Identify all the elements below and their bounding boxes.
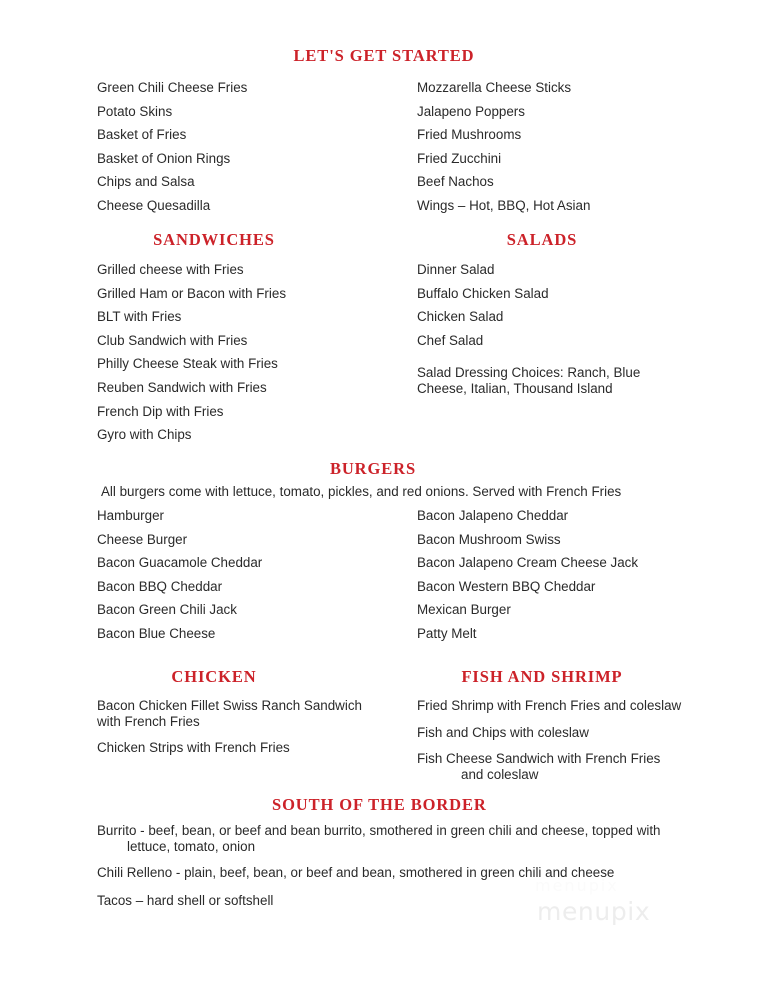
list-item: Bacon Jalapeno Cream Cheese Jack <box>417 555 639 571</box>
salad-dressing-note-line1: Salad Dressing Choices: Ranch, Blue <box>417 365 641 380</box>
list-item: Chicken Salad <box>417 309 504 325</box>
list-item: Basket of Fries <box>97 127 187 143</box>
list-item: Mexican Burger <box>417 602 511 618</box>
section-heading-south-of-the-border: SOUTH OF THE BORDER <box>272 795 487 814</box>
list-item: Cheese Quesadilla <box>97 197 211 213</box>
burrito-line2: lettuce, tomato, onion <box>127 838 256 854</box>
list-item: Fried Mushrooms <box>417 127 522 143</box>
list-item: Bacon Western BBQ Cheddar <box>417 578 596 594</box>
list-item: Grilled Ham or Bacon with Fries <box>97 285 287 301</box>
watermark-ghost-text: menupix <box>535 876 619 895</box>
burgers-right-list <box>417 509 737 651</box>
section-heading-salads: SALADS <box>506 230 578 249</box>
list-item: Wings – Hot, BBQ, Hot Asian <box>417 197 591 213</box>
list-item: Jalapeno Poppers <box>417 103 525 119</box>
list-item: Gyro with Chips <box>97 427 192 443</box>
chicken-list <box>97 698 397 756</box>
list-item: Dinner Salad <box>417 262 495 277</box>
lets-get-started-right-list <box>417 81 727 223</box>
chicken-item1-line1: Bacon Chicken Fillet Swiss Ranch Sandwich <box>97 698 362 713</box>
list-item: Chips and Salsa <box>97 174 195 190</box>
list-item <box>97 698 397 729</box>
burrito-line1: Burrito - beef, bean, or beef and bean burrito, smothered in green chili and cheese, topped with <box>97 823 661 838</box>
section-heading-sandwiches: SANDWICHES <box>153 230 275 249</box>
list-item: Bacon Guacamole Cheddar <box>97 555 263 571</box>
list-item: Grilled cheese with Fries <box>97 262 244 277</box>
fish-item3-line1: Fish Cheese Sandwich with French Fries <box>417 751 661 766</box>
list-item: Fried Zucchini <box>417 150 502 166</box>
fish-and-shrimp-list <box>417 698 737 782</box>
sandwiches-list <box>97 263 397 452</box>
list-item: Chicken Strips with French Fries <box>97 740 290 755</box>
list-item: Reuben Sandwich with Fries <box>97 379 267 395</box>
list-item <box>97 823 727 854</box>
burgers-intro-note: All burgers come with lettuce, tomato, pickles, and red onions. Served with French Fries <box>101 484 622 499</box>
list-item: Bacon Jalapeno Cheddar <box>417 508 569 523</box>
list-item: Beef Nachos <box>417 174 494 190</box>
salads-list <box>417 263 717 357</box>
list-item: Bacon BBQ Cheddar <box>97 578 223 594</box>
list-item: Tacos – hard shell or softshell <box>97 892 274 908</box>
lets-get-started-left-list <box>97 81 397 223</box>
list-item: Mozzarella Cheese Sticks <box>417 80 572 95</box>
list-item: French Dip with Fries <box>97 403 224 419</box>
list-item: Club Sandwich with Fries <box>97 332 248 348</box>
list-item: Bacon Green Chili Jack <box>97 602 237 618</box>
burgers-left-list <box>97 509 397 651</box>
watermark-menupix: menupix <box>537 897 651 926</box>
list-item: Green Chili Cheese Fries <box>97 80 248 95</box>
list-item: Hamburger <box>97 508 164 523</box>
list-item: Bacon Mushroom Swiss <box>417 531 561 547</box>
list-item: Philly Cheese Steak with Fries <box>97 356 278 372</box>
list-item: Fish and Chips with coleslaw <box>417 724 589 740</box>
section-heading-lets-get-started: LET'S GET STARTED <box>293 46 475 65</box>
section-heading-fish-and-shrimp: FISH AND SHRIMP <box>461 667 623 686</box>
list-item: Fried Shrimp with French Fries and coleslaw <box>417 698 682 713</box>
list-item: Buffalo Chicken Salad <box>417 285 549 301</box>
salad-dressing-note-line2: Cheese, Italian, Thousand Island <box>417 380 613 396</box>
list-item: Patty Melt <box>417 625 477 641</box>
list-item: Basket of Onion Rings <box>97 150 231 166</box>
list-item: Chili Relleno - plain, beef, bean, or beef and bean, smothered in green chili and cheese <box>97 865 615 880</box>
list-item: Bacon Blue Cheese <box>97 625 216 641</box>
list-item: Potato Skins <box>97 103 173 119</box>
list-item: Cheese Burger <box>97 531 188 547</box>
list-item <box>417 751 737 782</box>
list-item: BLT with Fries <box>97 309 182 325</box>
fish-item3-line2: and coleslaw <box>461 766 539 782</box>
list-item: Chef Salad <box>417 332 484 348</box>
salad-dressing-note <box>417 365 717 396</box>
chicken-item1-line2: with French Fries <box>97 713 200 729</box>
section-heading-chicken: CHICKEN <box>171 667 257 686</box>
section-heading-burgers: BURGERS <box>329 459 417 478</box>
